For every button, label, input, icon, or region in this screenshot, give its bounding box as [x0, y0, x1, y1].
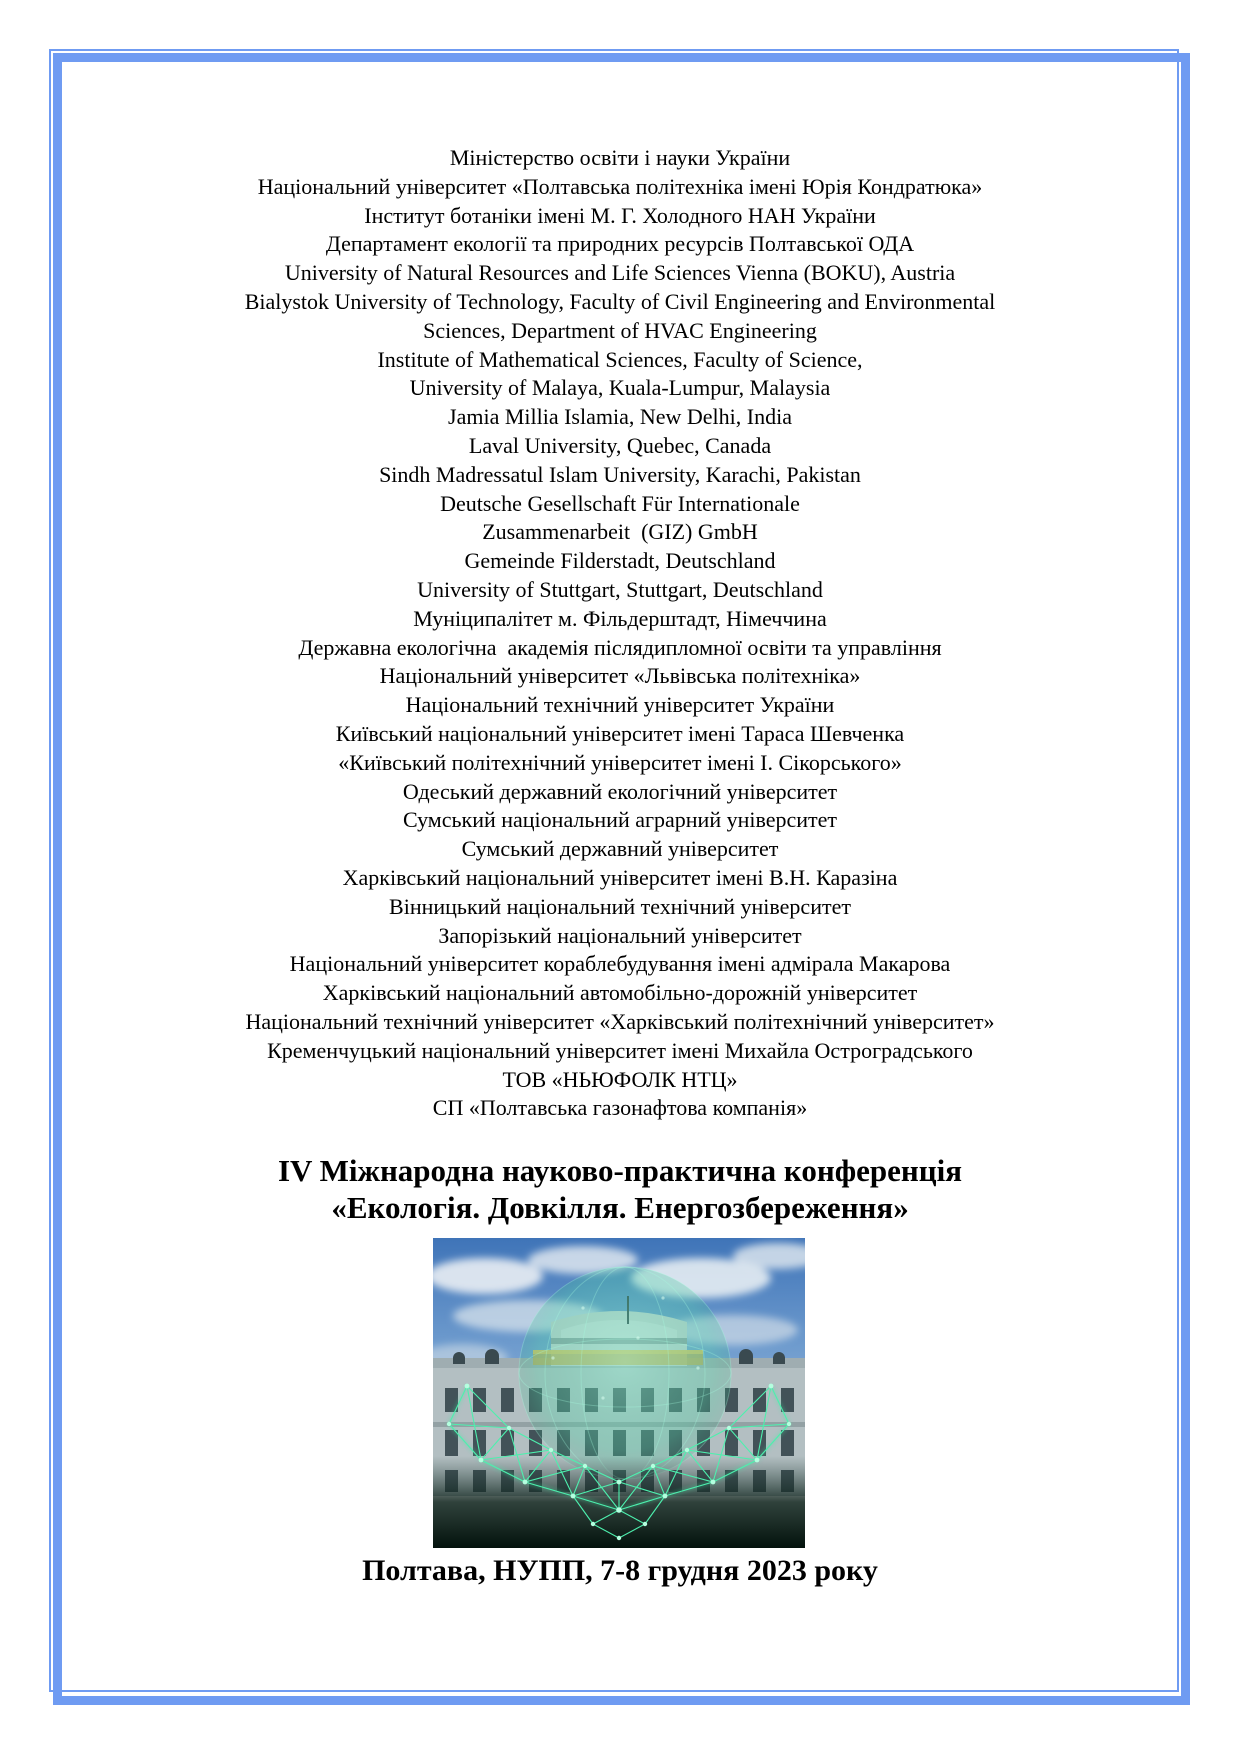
organizer-line: Сумський державний університет: [461, 836, 779, 862]
conference-subtitle: «Екологія. Довкілля. Енергозбереження»: [331, 1190, 909, 1225]
organizer-line: Gemeinde Filderstadt, Deutschland: [464, 548, 776, 574]
organizer-line: Sciences, Department of HVAC Engineering: [423, 317, 817, 343]
organizer-line: Zusammenarbeit (GIZ) GmbH: [482, 519, 758, 545]
organizer-line: Інститут ботаніки імені М. Г. Холодного НАН України: [364, 202, 876, 228]
organizer-line: Вінницький національний технічний університет: [389, 893, 851, 919]
organizer-line: Київський національний університет імені Тараса Шевченка: [335, 720, 905, 746]
organizer-line: Кременчуцький національний університет імені Михайла Остроградського: [267, 1037, 973, 1063]
organizer-line: Одеський державний екологічний університет: [402, 778, 838, 804]
organizer-line: Муніципалітет м. Фільдерштадт, Німеччина: [413, 605, 827, 631]
organizer-line: University of Stuttgart, Stuttgart, Deutschland: [417, 576, 823, 602]
organizer-line: Сумський національний аграрний університет: [402, 807, 838, 833]
organizer-line: Національний технічний університет «Харківський політехнічний університет»: [245, 1008, 995, 1034]
conference-photo: [433, 1238, 805, 1548]
organizer-line: Institute of Mathematical Sciences, Faculty of Science,: [377, 346, 863, 372]
organizer-line: Національний університет кораблебудування імені адмірала Макарова: [289, 951, 951, 977]
organizer-line: Національний технічний університет України: [405, 692, 835, 718]
organizer-line: Sindh Madressatul Islam University, Karachi, Pakistan: [379, 461, 861, 487]
organizer-line: Запорізький національний університет: [438, 922, 802, 948]
organizer-line: Jamia Millia Islamia, New Delhi, India: [448, 404, 792, 430]
conference-title: IV Міжнародна науково-практична конференція: [277, 1153, 963, 1188]
organizer-line: Національний університет «Полтавська політехніка імені Юрія Кондратюка»: [257, 173, 983, 199]
venue-date-line: Полтава, НУПП, 7-8 грудня 2023 року: [362, 1554, 878, 1587]
organizer-line: Національний університет «Львівська політехніка»: [379, 663, 861, 689]
organizer-line: Харківський національний університет імені В.Н. Каразіна: [342, 864, 898, 890]
organizer-line: University of Natural Resources and Life Sciences Vienna (BOKU), Austria: [284, 260, 956, 286]
organizer-line: Державна екологічна академія післядипломної освіти та управління: [298, 634, 942, 660]
organizer-line: Laval University, Quebec, Canada: [468, 432, 772, 458]
organizers-list: [75, 144, 1165, 1123]
conference-title-block: [75, 1152, 1165, 1226]
organizer-line: «Київський політехнічний університет імені І. Сікорського»: [338, 749, 902, 775]
organizer-line: University of Malaya, Kuala-Lumpur, Malaysia: [409, 375, 831, 401]
organizer-line: ТОВ «НЬЮФОЛК НТЦ»: [502, 1066, 738, 1092]
organizer-line: СП «Полтавська газонафтова компанія»: [432, 1095, 808, 1121]
organizer-line: Bialystok University of Technology, Faculty of Civil Engineering and Environmental: [244, 288, 996, 314]
organizer-line: Міністерство освіти і науки України: [449, 145, 791, 170]
organizer-line: Deutsche Gesellschaft Für Internationale: [440, 490, 800, 516]
organizer-line: Харківський національний автомобільно-дорожній університет: [322, 980, 918, 1006]
organizer-line: Департамент екології та природних ресурсів Полтавської ОДА: [325, 231, 915, 257]
